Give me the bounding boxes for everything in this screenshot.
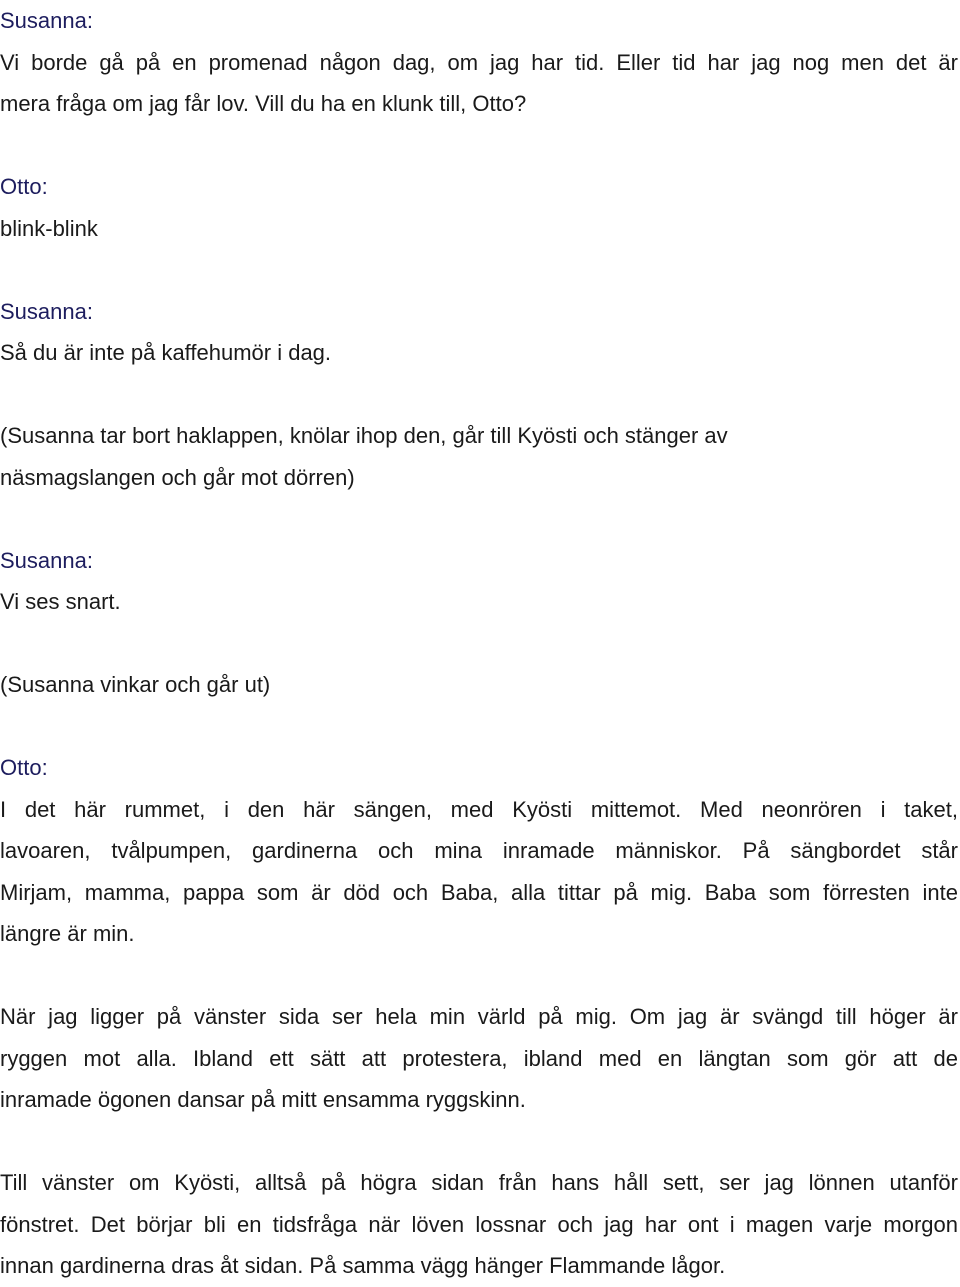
text-line: När jag ligger på vänster sida ser hela min värld på mig. Om jag är svängd till höger är <box>0 1004 958 1029</box>
speaker-label: Otto: <box>0 755 48 780</box>
text-line: I det här rummet, i den här sängen, med Kyösti mittemot. Med neonrören i taket, <box>0 796 958 822</box>
dialogue-otto-1 <box>0 166 958 249</box>
dialogue-otto-2 <box>0 747 958 955</box>
text-line: (Susanna vinkar och går ut) <box>0 672 271 697</box>
speaker-label: Susanna: <box>0 298 93 324</box>
spacer <box>0 125 958 167</box>
spacer <box>0 955 958 997</box>
spacer <box>0 623 958 665</box>
text-line: innan gardinerna dras åt sidan. På samma vägg hänger Flammande lågor. <box>0 1253 726 1278</box>
text-line: Till vänster om Kyösti, alltså på högra sidan från hans håll sett, ser jag lönnen utanför <box>0 1170 958 1195</box>
text-line: inramade ögonen dansar på mitt ensamma ryggskinn. <box>0 1087 526 1112</box>
text-line: fönstret. Det börjar bli en tidsfråga när löven lossnar och jag har ont i magen varje morgon <box>0 1211 958 1237</box>
spacer <box>0 706 958 748</box>
spacer <box>0 249 958 291</box>
stage-direction-2 <box>0 664 958 706</box>
text-line: Så du är inte på kaffehumör i dag. <box>0 340 332 365</box>
spacer <box>0 498 958 540</box>
spacer <box>0 374 958 416</box>
text-line: blink-blink <box>0 215 98 241</box>
spacer <box>0 1121 958 1163</box>
text-line: (Susanna tar bort haklappen, knölar ihop den, går till Kyösti och stänger av <box>0 423 728 448</box>
text-line: längre är min. <box>0 921 135 946</box>
text-line: Vi borde gå på en promenad någon dag, om jag har tid. Eller tid har jag nog men det är <box>0 49 958 75</box>
paragraph-2 <box>0 1162 958 1287</box>
text-line: Vi ses snart. <box>0 589 121 614</box>
dialogue-susanna-2 <box>0 291 958 374</box>
text-line: lavoaren, tvålpumpen, gardinerna och mina inramade människor. På sängbordet står <box>0 838 958 863</box>
dialogue-susanna-1 <box>0 0 958 125</box>
text-line: Mirjam, mamma, pappa som är död och Baba, alla tittar på mig. Baba som förresten inte <box>0 879 958 905</box>
speaker-label: Susanna: <box>0 8 93 33</box>
dialogue-susanna-3 <box>0 540 958 623</box>
stage-direction-1 <box>0 415 958 498</box>
speaker-label: Otto: <box>0 174 48 199</box>
text-line: mera fråga om jag får lov. Vill du ha en klunk till, Otto? <box>0 91 527 116</box>
text-line: ryggen mot alla. Ibland ett sätt att protestera, ibland med en längtan som gör att de <box>0 1045 958 1071</box>
speaker-label: Susanna: <box>0 547 93 573</box>
text-line: näsmagslangen och går mot dörren) <box>0 464 355 490</box>
paragraph-1 <box>0 996 958 1121</box>
